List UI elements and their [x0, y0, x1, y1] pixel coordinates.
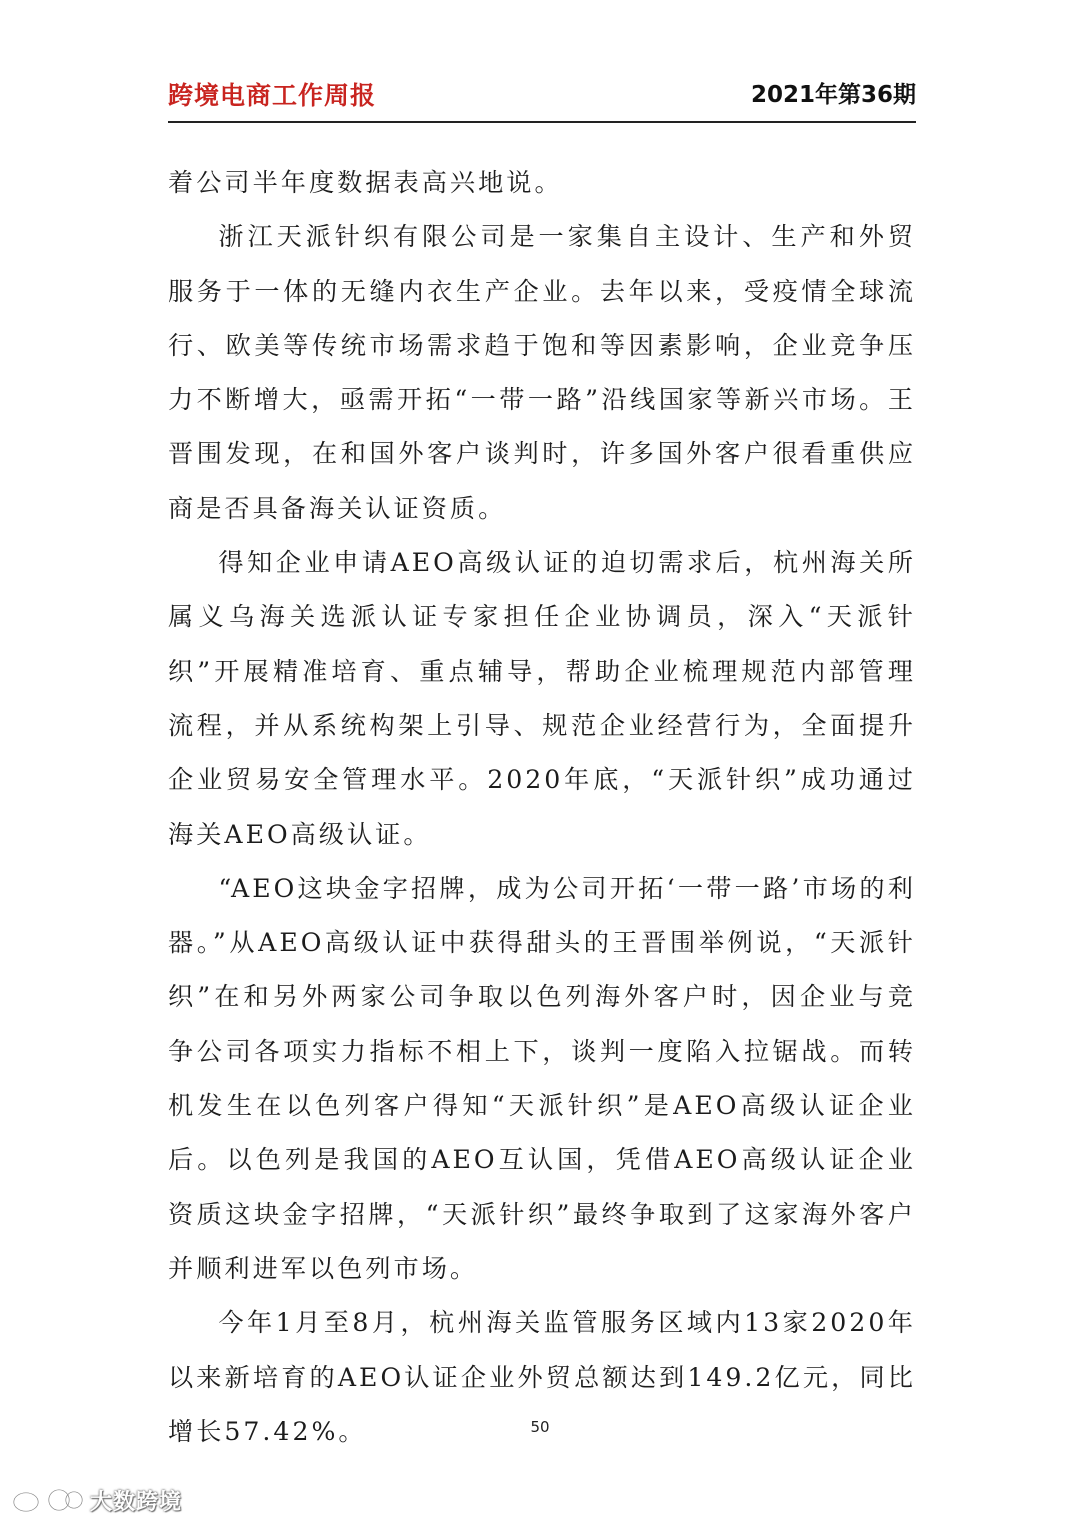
issue-number: 2021年第36期 [750, 82, 916, 108]
paragraph-company-intro: 浙江天派针织有限公司是一家集自主设计、生产和外贸服务于一体的无缝内衣生产企业。去年以来，受疫情全球流行、欧美等传统市场需求趋于饱和等因素影响，企业竞争压力不断增大，亟需开拓“一带一路”沿线国家等新兴市场。王晋围发现，在和国外客户谈判时，许多国外客户很看重供应商是否具备海关认证资质。 [168, 222, 916, 523]
publication-title: 跨境电商工作周报 [168, 81, 377, 110]
paragraph-aeo-certification: 得知企业申请AEO高级认证的迫切需求后，杭州海关所属义乌海关选派认证专家担任企业协调员，深入“天派针织”开展精准培育、重点辅导，帮助企业梳理规范内部管理流程，并从系统构架上引导、规范企业经营行为，全面提升企业贸易安全管理水平。2020年底，“天派针织”成功通过海关AEO高级认证。 [168, 548, 916, 849]
page-number: 50 [530, 1418, 550, 1436]
page-header [168, 76, 916, 114]
watermark-text: 大数跨境 [90, 1489, 183, 1515]
paragraph-trade-statistics: 今年1月至8月，杭州海关监管服务区域内13家2020年以来新培育的AEO认证企业外贸总额达到149.2亿元，同比增长57.42%。 [168, 1308, 916, 1446]
header-divider [168, 121, 916, 123]
article-body [168, 156, 916, 1459]
watermark [12, 1483, 182, 1517]
weibo-logo-icon [12, 1485, 84, 1515]
paragraph-aeo-quote: “AEO这块金字招牌，成为公司开拓‘一带一路’市场的利器。”从AEO高级认证中获得甜头的王晋围举例说，“天派针织”在和另外两家公司争取以色列海外客户时，因企业与竞争公司各项实力指标不相上下，谈判一度陷入拉锯战。而转机发生在以色列客户得知“天派针织”是AEO高级认证企业后。以色列是我国的AEO互认国，凭借AEO高级认证企业资质这块金字招牌，“天派针织”最终争取到了这家海外客户并顺利进军以色列市场。 [168, 873, 916, 1283]
paragraph-continuation: 着公司半年度数据表高兴地说。 [168, 168, 563, 197]
